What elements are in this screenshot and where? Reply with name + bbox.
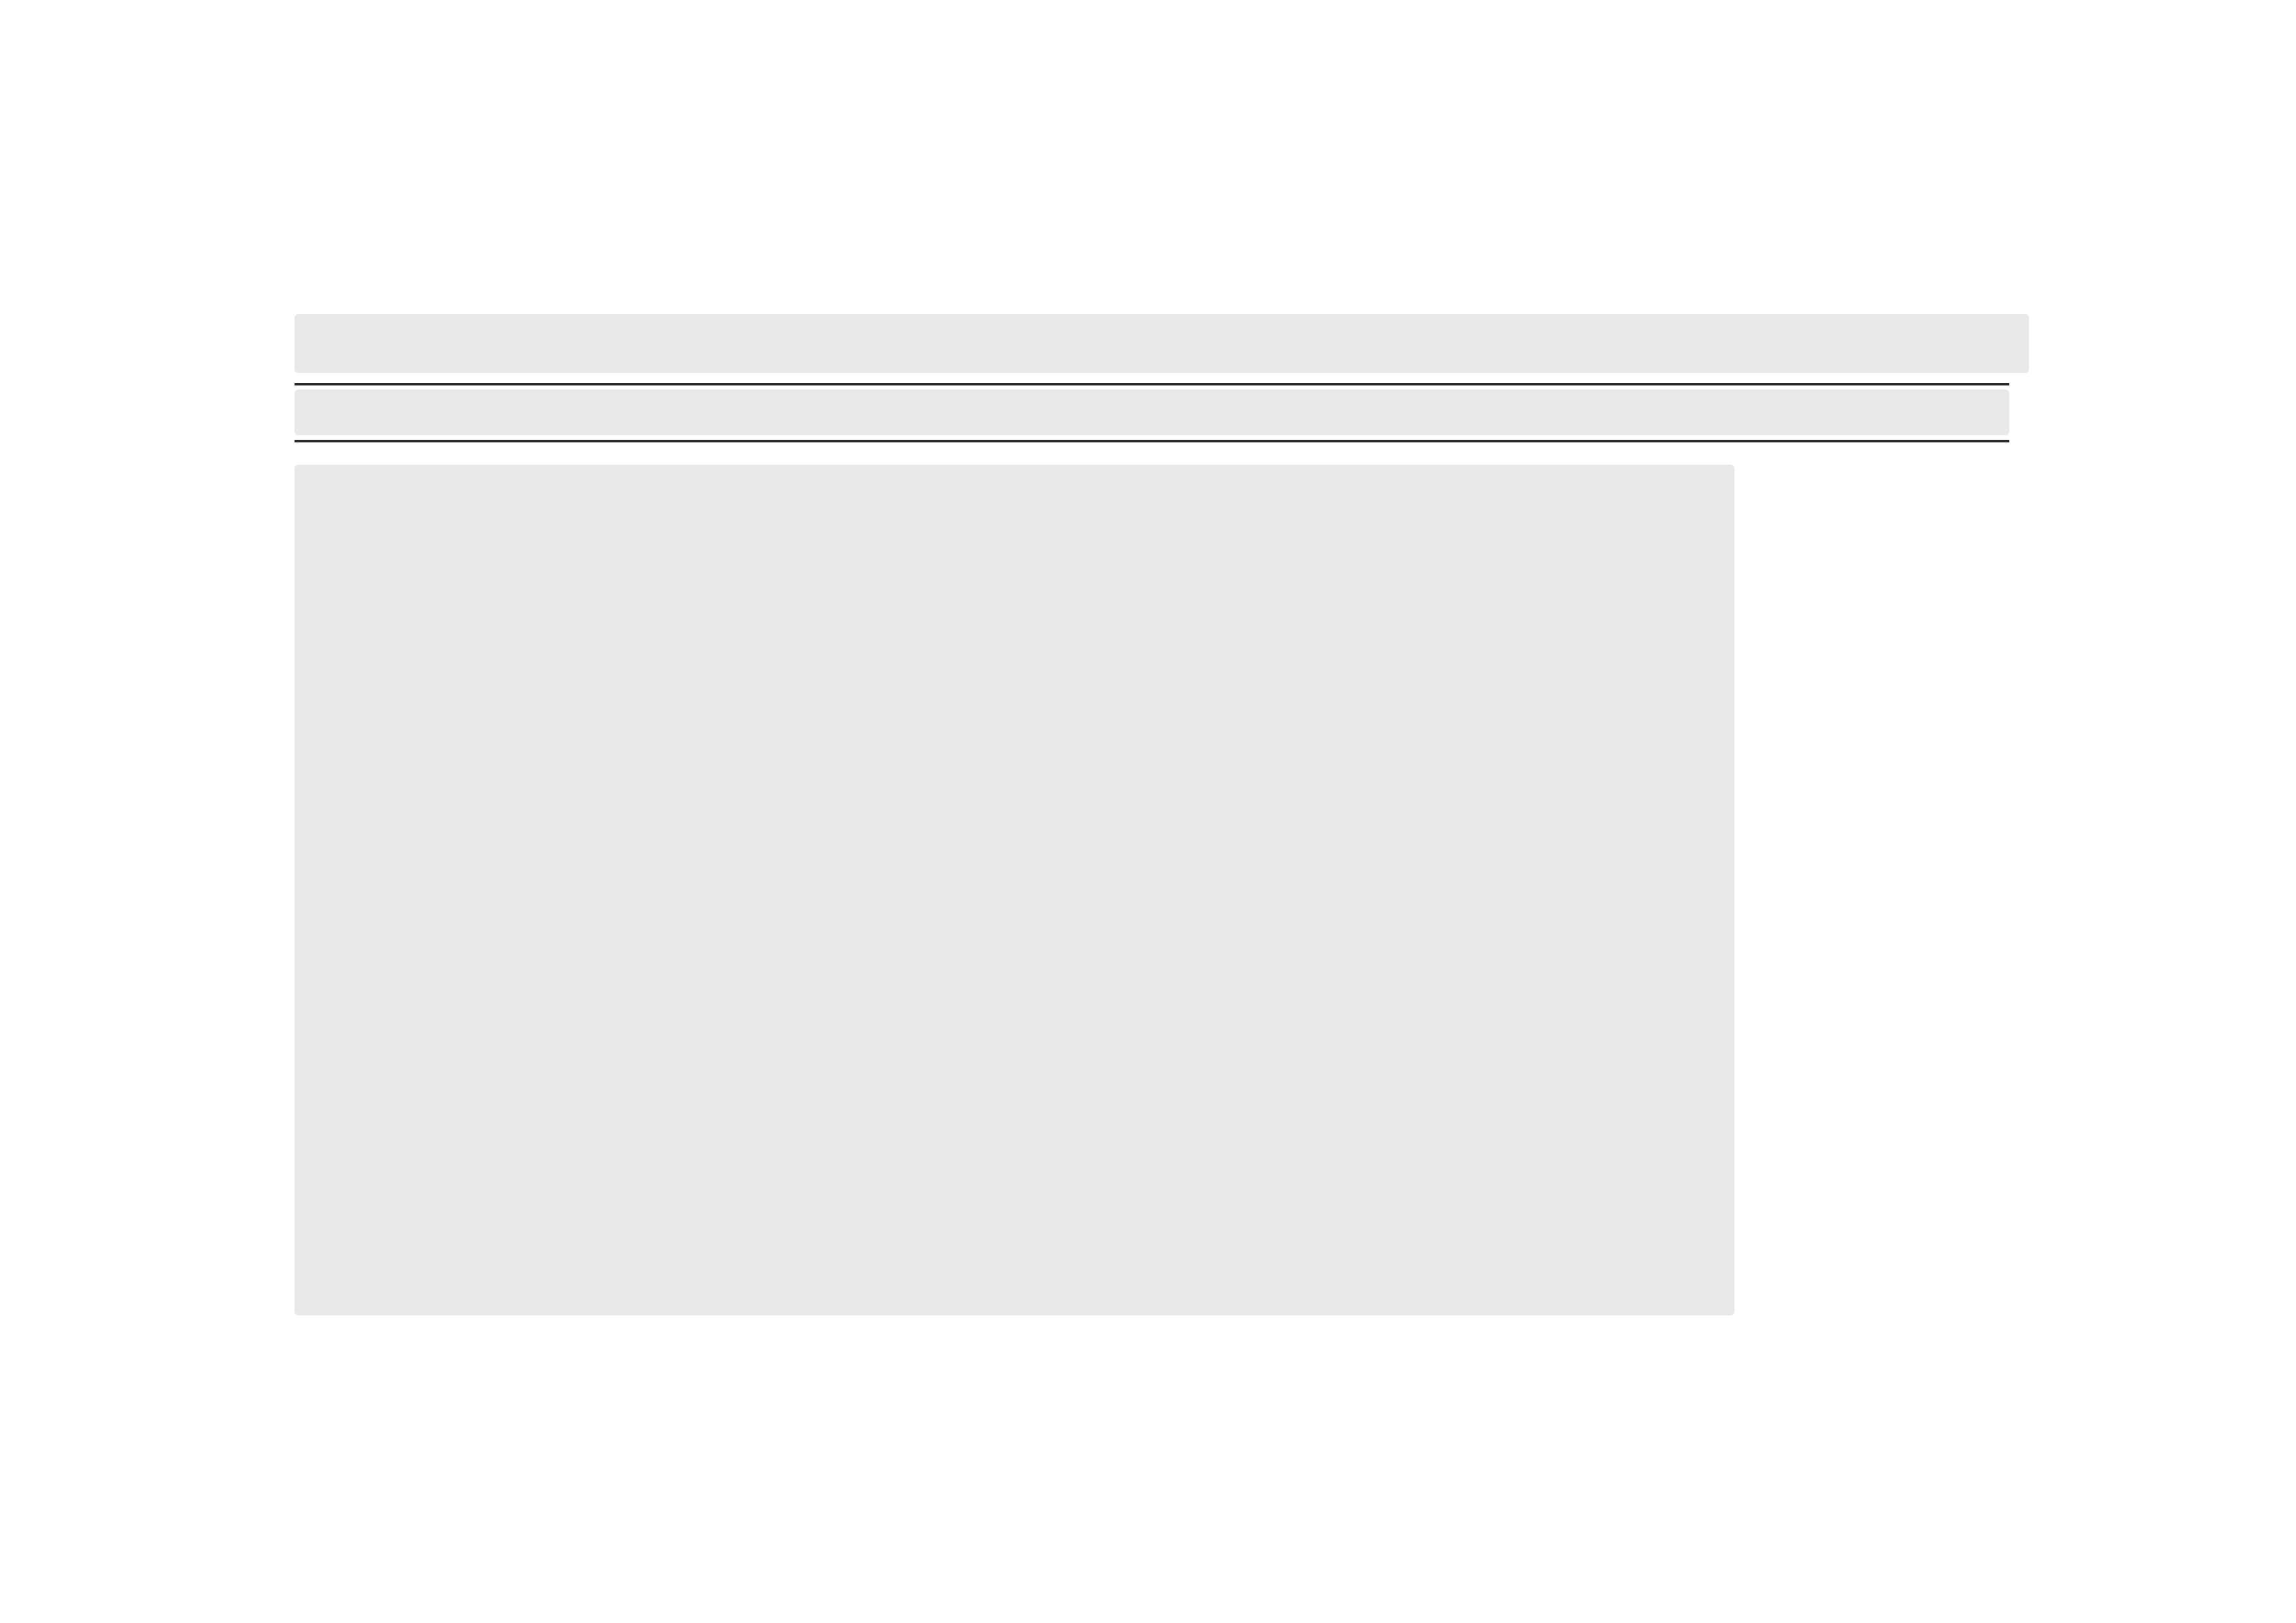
header-rule: [295, 383, 2009, 385]
column-header-rule: [295, 440, 2009, 442]
column-header-placeholder: [295, 389, 2009, 435]
header-text-placeholder: [295, 314, 2029, 373]
table-body-placeholder: [295, 465, 1734, 1315]
